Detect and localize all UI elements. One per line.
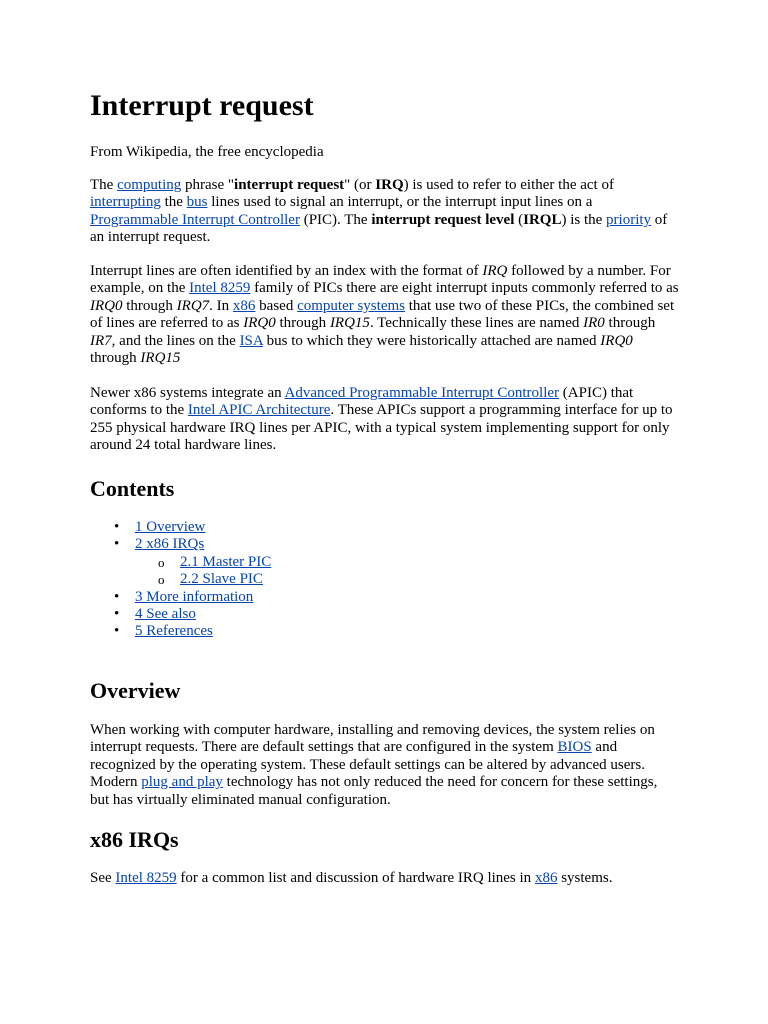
circle-bullet-icon: o: [158, 554, 165, 570]
link-computer-systems[interactable]: computer systems: [297, 297, 405, 314]
link-isa[interactable]: ISA: [239, 332, 263, 349]
bullet-icon: •: [114, 623, 120, 640]
toc-item-see-also: [90, 606, 271, 623]
link-bus[interactable]: bus: [186, 194, 208, 211]
toc-link-master-pic[interactable]: 2.1 Master PIC: [180, 553, 272, 570]
term-irql: IRQL: [523, 211, 562, 228]
toc-link-x86-irqs[interactable]: 2 x86 IRQs: [135, 536, 205, 553]
term-interrupt-request: interrupt request: [234, 177, 345, 193]
table-of-contents: [90, 519, 271, 641]
link-bios[interactable]: BIOS: [557, 739, 592, 756]
x86-irqs-paragraph: See Intel 8259 for a common list and discussion of hardware IRQ lines in x86 systems.: [90, 870, 613, 886]
circle-bullet-icon: o: [158, 572, 165, 588]
link-interrupting[interactable]: interrupting: [90, 194, 161, 211]
toc-item-references: [90, 623, 271, 640]
toc-item-x86-irqs: [90, 536, 271, 553]
link-intel-8259-list[interactable]: Intel 8259: [115, 870, 177, 886]
overview-paragraph: When working with computer hardware, installing and removing devices, the system relies on interrupt requests. There are default settings that are configured in the system BIOS and recognized by the operating system. These default settings can be altered by advanced users. Modern plug and play technology has not only reduced the need for concern for these settings, but has virtually eliminated manual configuration.: [90, 722, 658, 808]
contents-heading: Contents: [90, 476, 175, 501]
link-x86-systems[interactable]: x86: [534, 870, 558, 886]
toc-item-slave-pic: [90, 571, 271, 588]
link-priority[interactable]: priority: [606, 211, 652, 228]
link-intel-8259[interactable]: Intel 8259: [189, 280, 251, 297]
bullet-icon: •: [114, 519, 120, 535]
link-computing[interactable]: computing: [117, 177, 182, 193]
toc-link-slave-pic[interactable]: 2.2 Slave PIC: [180, 571, 263, 588]
toc-item-master-pic: [90, 554, 271, 571]
bullet-icon: •: [114, 606, 120, 623]
overview-heading: Overview: [90, 678, 181, 703]
link-intel-apic-architecture[interactable]: Intel APIC Architecture: [187, 402, 331, 419]
apic-paragraph: Newer x86 systems integrate an Advanced Programmable Interrupt Controller (APIC) that conforms to the Intel APIC Architecture. These APICs support a programming interface for up to 255 physical hardware IRQ lines per APIC, with a typical system implementing support for only around 24 total hardware lines.: [90, 385, 673, 454]
link-programmable-interrupt-controller[interactable]: Programmable Interrupt Controller: [90, 211, 300, 228]
toc-link-references[interactable]: 5 References: [135, 623, 213, 640]
toc-link-overview[interactable]: 1 Overview: [135, 519, 206, 535]
link-plug-and-play[interactable]: plug and play: [141, 774, 223, 791]
article-tagline: From Wikipedia, the free encyclopedia: [90, 144, 324, 160]
bullet-icon: •: [114, 588, 120, 605]
x86-irqs-heading: x86 IRQs: [90, 827, 179, 852]
intro-paragraph: The computing phrase "interrupt request" (or IRQ) is used to refer to either the act of interrupting the bus lines used to signal an interrupt, or the interrupt input lines on a Programmable Interrupt Controller (PIC). The interrupt request level (IRQL) is the priority of an interrupt request.: [90, 177, 668, 246]
page-title: Interrupt request: [90, 89, 314, 122]
term-irq: IRQ: [375, 177, 404, 193]
toc-item-more-information: [90, 589, 271, 606]
link-x86[interactable]: x86: [232, 297, 256, 314]
toc-link-see-also[interactable]: 4 See also: [135, 606, 196, 623]
irq-lines-paragraph: Interrupt lines are often identified by an index with the format of IRQ followed by a number. For example, on the Intel 8259 family of PICs there are eight interrupt inputs commonly referred to as IRQ0 through IRQ7. In x86 based computer systems that use two of these PICs, the combined set of lines are referred to as IRQ0 through IRQ15. Technically these lines are named IR0 through IR7, and the lines on the ISA bus to which they were historically attached are named IRQ0 through IRQ15: [90, 263, 679, 367]
bullet-icon: •: [114, 536, 120, 553]
link-apic[interactable]: Advanced Programmable Interrupt Controller: [284, 385, 560, 401]
toc-link-more-information[interactable]: 3 More information: [135, 588, 254, 605]
term-interrupt-request-level: interrupt request level: [371, 211, 515, 228]
toc-item-overview: [90, 519, 271, 536]
